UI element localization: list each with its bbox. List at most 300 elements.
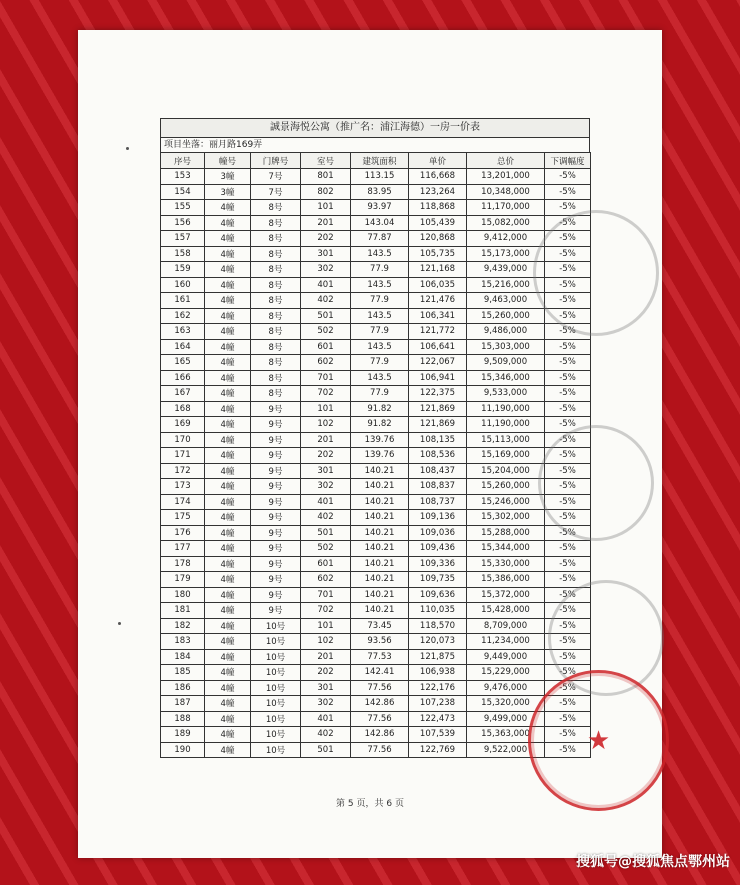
cell-room: 402 — [301, 510, 351, 526]
cell-unit-price: 108,536 — [409, 448, 467, 464]
cell-unit-price: 106,938 — [409, 665, 467, 681]
cell-door: 10号 — [251, 696, 301, 712]
table-row — [161, 634, 591, 650]
cell-serial: 186 — [161, 680, 205, 696]
table-row — [161, 479, 591, 495]
cell-serial: 160 — [161, 277, 205, 293]
cell-serial: 180 — [161, 587, 205, 603]
cell-room: 201 — [301, 649, 351, 665]
cell-serial: 179 — [161, 572, 205, 588]
cell-door: 9号 — [251, 603, 301, 619]
cell-total-price: 15,372,000 — [467, 587, 545, 603]
cell-building: 4幢 — [205, 293, 251, 309]
cell-unit-price: 121,869 — [409, 417, 467, 433]
cell-building: 4幢 — [205, 448, 251, 464]
cell-discount: -5% — [545, 231, 591, 247]
cell-unit-price: 108,135 — [409, 432, 467, 448]
cell-room: 301 — [301, 246, 351, 262]
cell-discount: -5% — [545, 262, 591, 278]
cell-unit-price: 105,439 — [409, 215, 467, 231]
cell-room: 102 — [301, 634, 351, 650]
cell-building: 4幢 — [205, 417, 251, 433]
cell-discount: -5% — [545, 432, 591, 448]
cell-building: 4幢 — [205, 308, 251, 324]
cell-door: 9号 — [251, 556, 301, 572]
cell-discount: -5% — [545, 448, 591, 464]
table-row — [161, 308, 591, 324]
cell-area: 143.5 — [351, 277, 409, 293]
cell-area: 93.56 — [351, 634, 409, 650]
cell-serial: 183 — [161, 634, 205, 650]
cell-discount: -5% — [545, 324, 591, 340]
cell-unit-price: 122,375 — [409, 386, 467, 402]
cell-door: 8号 — [251, 231, 301, 247]
cell-door: 9号 — [251, 525, 301, 541]
cell-building: 4幢 — [205, 696, 251, 712]
cell-room: 201 — [301, 432, 351, 448]
cell-unit-price: 120,868 — [409, 231, 467, 247]
cell-total-price: 15,204,000 — [467, 463, 545, 479]
cell-door: 9号 — [251, 463, 301, 479]
cell-building: 4幢 — [205, 680, 251, 696]
cell-building: 4幢 — [205, 541, 251, 557]
cell-unit-price: 106,941 — [409, 370, 467, 386]
table-row — [161, 556, 591, 572]
table-row — [161, 680, 591, 696]
cell-total-price: 15,320,000 — [467, 696, 545, 712]
cell-area: 142.86 — [351, 727, 409, 743]
cell-discount: -5% — [545, 727, 591, 743]
cell-total-price: 11,170,000 — [467, 200, 545, 216]
document-title: 誠景海悦公寓（推广名：浦江海德）一房一价表 — [160, 118, 590, 137]
cell-total-price: 9,476,000 — [467, 680, 545, 696]
cell-total-price: 15,246,000 — [467, 494, 545, 510]
cell-area: 142.86 — [351, 696, 409, 712]
cell-total-price: 15,344,000 — [467, 541, 545, 557]
table-row — [161, 432, 591, 448]
cell-unit-price: 106,641 — [409, 339, 467, 355]
cell-building: 4幢 — [205, 556, 251, 572]
cell-room: 202 — [301, 231, 351, 247]
cell-room: 302 — [301, 479, 351, 495]
cell-serial: 159 — [161, 262, 205, 278]
cell-area: 140.21 — [351, 479, 409, 495]
project-location: 项目坐落：丽月路169弄 — [160, 137, 590, 152]
cell-room: 402 — [301, 727, 351, 743]
table-row — [161, 711, 591, 727]
cell-door: 10号 — [251, 665, 301, 681]
cell-unit-price: 107,238 — [409, 696, 467, 712]
cell-building: 4幢 — [205, 339, 251, 355]
cell-area: 140.21 — [351, 525, 409, 541]
cell-unit-price: 108,737 — [409, 494, 467, 510]
cell-area: 77.87 — [351, 231, 409, 247]
table-row — [161, 215, 591, 231]
cell-door: 9号 — [251, 401, 301, 417]
table-row — [161, 293, 591, 309]
cell-area: 139.76 — [351, 448, 409, 464]
cell-unit-price: 121,875 — [409, 649, 467, 665]
cell-area: 77.56 — [351, 742, 409, 758]
cell-discount: -5% — [545, 680, 591, 696]
cell-door: 10号 — [251, 634, 301, 650]
cell-building: 4幢 — [205, 711, 251, 727]
cell-door: 9号 — [251, 494, 301, 510]
cell-door: 8号 — [251, 370, 301, 386]
cell-unit-price: 121,476 — [409, 293, 467, 309]
cell-unit-price: 105,735 — [409, 246, 467, 262]
cell-unit-price: 109,436 — [409, 541, 467, 557]
cell-total-price: 15,260,000 — [467, 308, 545, 324]
cell-room: 402 — [301, 293, 351, 309]
cell-total-price: 9,509,000 — [467, 355, 545, 371]
table-row — [161, 572, 591, 588]
cell-building: 4幢 — [205, 510, 251, 526]
cell-room: 502 — [301, 541, 351, 557]
cell-area: 140.21 — [351, 510, 409, 526]
cell-area: 143.5 — [351, 246, 409, 262]
cell-room: 401 — [301, 277, 351, 293]
cell-area: 77.9 — [351, 293, 409, 309]
cell-unit-price: 107,539 — [409, 727, 467, 743]
cell-total-price: 11,190,000 — [467, 401, 545, 417]
scanned-paper — [78, 30, 662, 858]
cell-discount: -5% — [545, 277, 591, 293]
table-row — [161, 324, 591, 340]
cell-unit-price: 109,336 — [409, 556, 467, 572]
table-row — [161, 417, 591, 433]
cell-door: 8号 — [251, 277, 301, 293]
cell-unit-price: 108,437 — [409, 463, 467, 479]
cell-total-price: 10,348,000 — [467, 184, 545, 200]
cell-building: 4幢 — [205, 572, 251, 588]
cell-room: 501 — [301, 308, 351, 324]
cell-room: 401 — [301, 711, 351, 727]
cell-unit-price: 106,341 — [409, 308, 467, 324]
cell-total-price: 15,173,000 — [467, 246, 545, 262]
cell-discount: -5% — [545, 556, 591, 572]
cell-area: 113.15 — [351, 169, 409, 185]
cell-area: 140.21 — [351, 556, 409, 572]
cell-total-price: 8,709,000 — [467, 618, 545, 634]
cell-total-price: 9,449,000 — [467, 649, 545, 665]
cell-total-price: 9,522,000 — [467, 742, 545, 758]
cell-door: 10号 — [251, 711, 301, 727]
table-row — [161, 742, 591, 758]
cell-area: 143.5 — [351, 339, 409, 355]
cell-area: 143.04 — [351, 215, 409, 231]
table-row — [161, 618, 591, 634]
cell-area: 91.82 — [351, 401, 409, 417]
cell-room: 301 — [301, 680, 351, 696]
cell-discount: -5% — [545, 200, 591, 216]
cell-door: 9号 — [251, 587, 301, 603]
cell-discount: -5% — [545, 401, 591, 417]
table-row — [161, 541, 591, 557]
cell-discount: -5% — [545, 603, 591, 619]
cell-serial: 167 — [161, 386, 205, 402]
cell-building: 4幢 — [205, 386, 251, 402]
table-row — [161, 277, 591, 293]
cell-total-price: 15,346,000 — [467, 370, 545, 386]
table-row — [161, 262, 591, 278]
cell-discount: -5% — [545, 742, 591, 758]
cell-total-price: 15,363,000 — [467, 727, 545, 743]
table-row — [161, 603, 591, 619]
cell-room: 602 — [301, 355, 351, 371]
cell-door: 8号 — [251, 308, 301, 324]
cell-area: 140.21 — [351, 587, 409, 603]
cell-serial: 164 — [161, 339, 205, 355]
cell-room: 202 — [301, 448, 351, 464]
cell-building: 4幢 — [205, 525, 251, 541]
cell-discount: -5% — [545, 417, 591, 433]
cell-total-price: 9,533,000 — [467, 386, 545, 402]
cell-discount: -5% — [545, 339, 591, 355]
price-sheet — [160, 118, 590, 758]
cell-area: 93.97 — [351, 200, 409, 216]
cell-room: 601 — [301, 339, 351, 355]
cell-total-price: 13,201,000 — [467, 169, 545, 185]
cell-building: 4幢 — [205, 432, 251, 448]
cell-unit-price: 118,570 — [409, 618, 467, 634]
cell-discount: -5% — [545, 618, 591, 634]
cell-serial: 170 — [161, 432, 205, 448]
cell-door: 8号 — [251, 339, 301, 355]
cell-serial: 166 — [161, 370, 205, 386]
header-area: 建筑面积 — [351, 153, 409, 169]
cell-building: 4幢 — [205, 355, 251, 371]
cell-area: 140.21 — [351, 603, 409, 619]
cell-discount: -5% — [545, 463, 591, 479]
cell-room: 302 — [301, 696, 351, 712]
page-footer: 第 5 页，共 6 页 — [336, 799, 404, 809]
cell-serial: 162 — [161, 308, 205, 324]
cell-total-price: 15,288,000 — [467, 525, 545, 541]
table-row — [161, 510, 591, 526]
cell-building: 4幢 — [205, 479, 251, 495]
cell-area: 140.21 — [351, 463, 409, 479]
cell-total-price: 9,486,000 — [467, 324, 545, 340]
cell-unit-price: 121,772 — [409, 324, 467, 340]
cell-discount: -5% — [545, 386, 591, 402]
cell-door: 8号 — [251, 293, 301, 309]
cell-serial: 161 — [161, 293, 205, 309]
cell-serial: 171 — [161, 448, 205, 464]
header-room: 室号 — [301, 153, 351, 169]
cell-building: 4幢 — [205, 463, 251, 479]
cell-room: 401 — [301, 494, 351, 510]
cell-total-price: 15,428,000 — [467, 603, 545, 619]
cell-serial: 157 — [161, 231, 205, 247]
header-serial: 序号 — [161, 153, 205, 169]
cell-total-price: 15,386,000 — [467, 572, 545, 588]
cell-serial: 182 — [161, 618, 205, 634]
cell-serial: 175 — [161, 510, 205, 526]
table-row — [161, 665, 591, 681]
cell-room: 701 — [301, 587, 351, 603]
table-body — [161, 169, 591, 758]
cell-unit-price: 110,035 — [409, 603, 467, 619]
cell-door: 9号 — [251, 479, 301, 495]
cell-room: 701 — [301, 370, 351, 386]
cell-room: 501 — [301, 525, 351, 541]
table-row — [161, 587, 591, 603]
table-row — [161, 696, 591, 712]
cell-total-price: 15,330,000 — [467, 556, 545, 572]
cell-area: 77.9 — [351, 355, 409, 371]
cell-area: 83.95 — [351, 184, 409, 200]
cell-building: 4幢 — [205, 231, 251, 247]
cell-building: 3幢 — [205, 184, 251, 200]
header-building: 幢号 — [205, 153, 251, 169]
cell-door: 10号 — [251, 742, 301, 758]
header-total-price: 总价 — [467, 153, 545, 169]
cell-serial: 174 — [161, 494, 205, 510]
cell-building: 4幢 — [205, 649, 251, 665]
cell-discount: -5% — [545, 696, 591, 712]
table-row — [161, 339, 591, 355]
cell-total-price: 15,302,000 — [467, 510, 545, 526]
cell-unit-price: 122,769 — [409, 742, 467, 758]
cell-area: 77.9 — [351, 262, 409, 278]
cell-serial: 187 — [161, 696, 205, 712]
cell-total-price: 11,190,000 — [467, 417, 545, 433]
cell-building: 4幢 — [205, 246, 251, 262]
cell-serial: 188 — [161, 711, 205, 727]
cell-total-price: 9,439,000 — [467, 262, 545, 278]
seal-star-icon: ★ — [586, 725, 611, 756]
table-row — [161, 370, 591, 386]
cell-unit-price: 121,168 — [409, 262, 467, 278]
cell-unit-price: 123,264 — [409, 184, 467, 200]
cell-building: 4幢 — [205, 634, 251, 650]
cell-building: 4幢 — [205, 215, 251, 231]
cell-serial: 189 — [161, 727, 205, 743]
cell-door: 10号 — [251, 618, 301, 634]
cell-area: 142.41 — [351, 665, 409, 681]
cell-area: 143.5 — [351, 370, 409, 386]
cell-serial: 165 — [161, 355, 205, 371]
cell-building: 4幢 — [205, 200, 251, 216]
cell-discount: -5% — [545, 184, 591, 200]
table-row — [161, 386, 591, 402]
cell-unit-price: 121,869 — [409, 401, 467, 417]
cell-area: 139.76 — [351, 432, 409, 448]
table-row — [161, 169, 591, 185]
cell-room: 501 — [301, 742, 351, 758]
cell-room: 302 — [301, 262, 351, 278]
cell-serial: 169 — [161, 417, 205, 433]
cell-area: 91.82 — [351, 417, 409, 433]
cell-door: 8号 — [251, 262, 301, 278]
cell-serial: 177 — [161, 541, 205, 557]
cell-serial: 158 — [161, 246, 205, 262]
cell-unit-price: 122,176 — [409, 680, 467, 696]
cell-room: 101 — [301, 401, 351, 417]
cell-building: 4幢 — [205, 277, 251, 293]
cell-room: 102 — [301, 417, 351, 433]
cell-door: 8号 — [251, 355, 301, 371]
cell-room: 801 — [301, 169, 351, 185]
table-header-row — [161, 153, 591, 169]
cell-door: 8号 — [251, 215, 301, 231]
cell-building: 3幢 — [205, 169, 251, 185]
cell-area: 140.21 — [351, 572, 409, 588]
scan-speck — [118, 622, 121, 625]
cell-serial: 178 — [161, 556, 205, 572]
header-discount: 下调幅度 — [545, 153, 591, 169]
cell-discount: -5% — [545, 711, 591, 727]
header-door: 门牌号 — [251, 153, 301, 169]
cell-building: 4幢 — [205, 727, 251, 743]
cell-room: 702 — [301, 386, 351, 402]
cell-area: 77.53 — [351, 649, 409, 665]
table-row — [161, 494, 591, 510]
price-table — [160, 152, 591, 758]
cell-serial: 185 — [161, 665, 205, 681]
table-row — [161, 649, 591, 665]
cell-door: 9号 — [251, 510, 301, 526]
table-row — [161, 231, 591, 247]
cell-area: 77.56 — [351, 680, 409, 696]
cell-unit-price: 109,036 — [409, 525, 467, 541]
cell-area: 77.9 — [351, 386, 409, 402]
table-row — [161, 200, 591, 216]
cell-total-price: 15,082,000 — [467, 215, 545, 231]
cell-door: 9号 — [251, 541, 301, 557]
cell-building: 4幢 — [205, 665, 251, 681]
cell-total-price: 15,229,000 — [467, 665, 545, 681]
cell-total-price: 9,463,000 — [467, 293, 545, 309]
cell-door: 10号 — [251, 727, 301, 743]
cell-serial: 190 — [161, 742, 205, 758]
table-row — [161, 727, 591, 743]
cell-building: 4幢 — [205, 262, 251, 278]
cell-total-price: 9,499,000 — [467, 711, 545, 727]
cell-total-price: 9,412,000 — [467, 231, 545, 247]
cell-unit-price: 109,636 — [409, 587, 467, 603]
cell-discount: -5% — [545, 649, 591, 665]
cell-area: 143.5 — [351, 308, 409, 324]
cell-total-price: 11,234,000 — [467, 634, 545, 650]
cell-area: 140.21 — [351, 494, 409, 510]
cell-room: 202 — [301, 665, 351, 681]
table-row — [161, 246, 591, 262]
cell-discount: -5% — [545, 293, 591, 309]
cell-serial: 153 — [161, 169, 205, 185]
table-row — [161, 525, 591, 541]
cell-building: 4幢 — [205, 603, 251, 619]
cell-room: 602 — [301, 572, 351, 588]
cell-serial: 156 — [161, 215, 205, 231]
cell-serial: 184 — [161, 649, 205, 665]
cell-room: 301 — [301, 463, 351, 479]
cell-serial: 155 — [161, 200, 205, 216]
cell-discount: -5% — [545, 525, 591, 541]
cell-area: 73.45 — [351, 618, 409, 634]
header-unit-price: 单价 — [409, 153, 467, 169]
cell-door: 9号 — [251, 417, 301, 433]
cell-total-price: 15,169,000 — [467, 448, 545, 464]
cell-serial: 163 — [161, 324, 205, 340]
cell-area: 77.56 — [351, 711, 409, 727]
cell-door: 8号 — [251, 324, 301, 340]
table-row — [161, 448, 591, 464]
table-row — [161, 184, 591, 200]
cell-door: 10号 — [251, 680, 301, 696]
cell-unit-price: 116,668 — [409, 169, 467, 185]
